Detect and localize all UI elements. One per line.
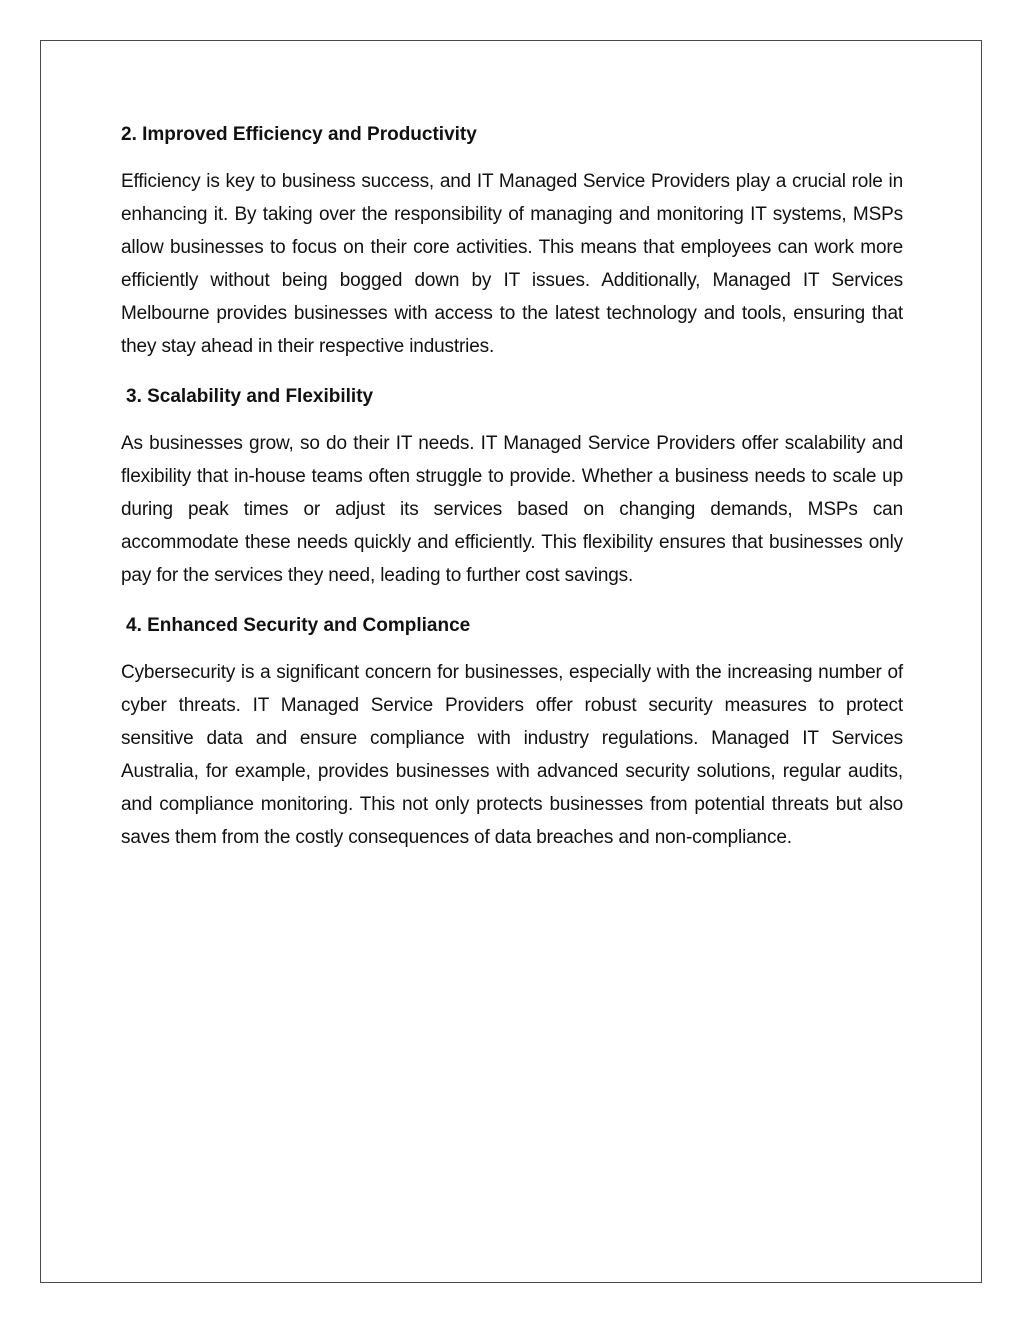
section-paragraph: Cybersecurity is a significant concern for businesses, especially with the increasing number of cyber threats. IT Managed Service Providers offer robust security measures to protect sensitive data and ensure compliance with industry regulations. Managed IT Services Australia, for example, provides businesses with advanced security solutions, regular audits, and compliance monitoring. This not only protects businesses from potential threats but also saves them from the costly consequences of data breaches and non-compliance. — [121, 662, 903, 848]
section-heading: 3. Scalability and Flexibility — [126, 386, 374, 407]
section-paragraph: As businesses grow, so do their IT needs. IT Managed Service Providers offer scalability and flexibility that in-house teams often struggle to provide. Whether a business needs to scale up during peak times or adjust its services based on changing demands, MSPs can accommodate these needs quickly and efficiently. This flexibility ensures that businesses only pay for the services they need, leading to further cost savings. — [121, 433, 903, 586]
section-heading: 2. Improved Efficiency and Productivity — [121, 124, 477, 145]
section-heading: 4. Enhanced Security and Compliance — [126, 615, 471, 636]
document-content — [121, 118, 903, 871]
section-paragraph: Efficiency is key to business success, and IT Managed Service Providers play a crucial role in enhancing it. By taking over the responsibility of managing and monitoring IT systems, MSPs allow businesses to focus on their core activities. This means that employees can work more efficiently without being bogged down by IT issues. Additionally, Managed IT Services Melbourne provides businesses with access to the latest technology and tools, ensuring that they stay ahead in their respective industries. — [121, 171, 903, 357]
section-scalability — [121, 380, 903, 592]
section-security — [121, 609, 903, 854]
section-efficiency — [121, 118, 903, 363]
